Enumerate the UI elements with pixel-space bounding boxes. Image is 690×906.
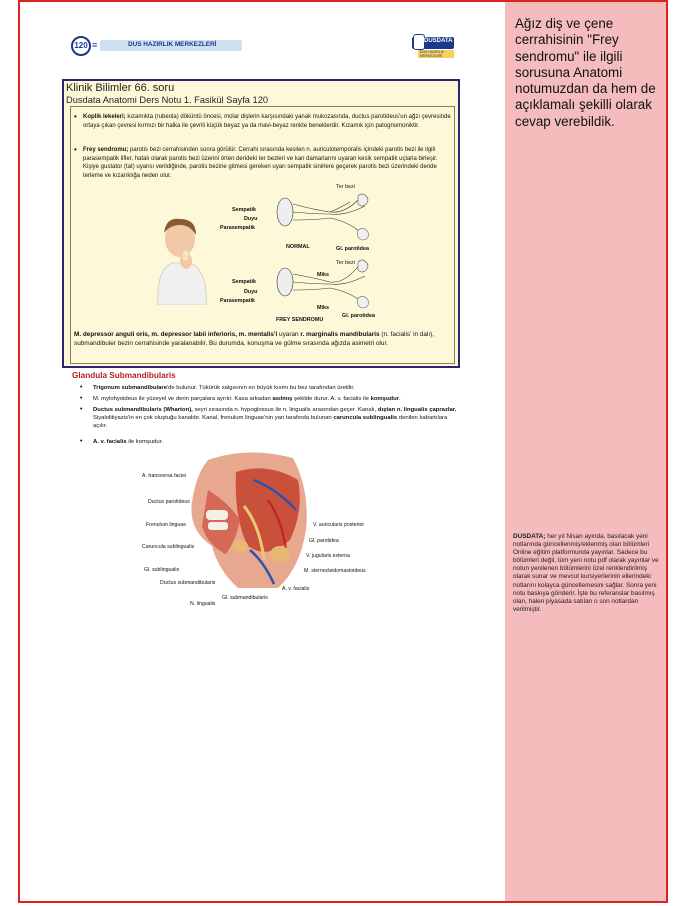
label-frenulum-linguae: Frenulum linguae <box>146 522 187 528</box>
label-gl-sublingualis: Gl. sublingualis <box>144 567 180 573</box>
dusdata-logo <box>412 34 454 56</box>
sidebar-info <box>513 533 663 614</box>
bullet-text: kızamıkta (rubeola) döküntü öncesi, molar dişlerin karşısındaki yanak mukozasında, ductus parotideus'un ağzı çevresinde ortaya çıkan çevresi kırmızı bir halka ile çevrili küçük beyaz ya da mavi-beyaz renkte beneklerdir. Kızamık için patognomoniktir. <box>83 114 451 129</box>
main-bullet <box>80 406 460 430</box>
label-a-v-facialis: A. v. facialis <box>282 586 310 592</box>
page-number-dash: ≡ <box>92 40 98 50</box>
logo-text: DUSDATA <box>424 38 453 44</box>
label-ter-bezi-2: Ter bezi <box>336 260 355 266</box>
logo-subtitle: DUS HAZIRLIK MERKEZLERİ <box>418 50 454 58</box>
label-parasempatik-1: Parasempatik <box>220 225 256 231</box>
mb-text: denilen kabartılara açılır. <box>93 415 448 430</box>
mb-bold: komşudur <box>370 396 400 402</box>
label-normal: NORMAL <box>286 244 310 250</box>
child-illustration <box>150 215 212 305</box>
mb-bold: A. v. facialis <box>93 439 127 445</box>
mb-bold: Trigonum submandibulare <box>93 385 167 391</box>
label-duyu-2: Duyu <box>244 289 258 295</box>
mb-bold: caruncula sublingualis <box>333 415 398 422</box>
mb-text: M. mylohyoideus ile yüzeyel ve derin parçalara ayrılır. Kasa arkadan <box>93 396 273 402</box>
frey-nerve-diagram <box>270 190 400 320</box>
sidebar-note: Ağız diş ve çene cerrahisinin "Frey sendromu" ile ilgili sorusuna Anatomi notumuzdan da hem de açıklamalı şekilli olarak cevap verebildik. <box>515 16 656 129</box>
bullet-dot: • <box>80 406 83 413</box>
sidebar-info-bold: DUSDATA; <box>513 533 546 540</box>
marginalis-paragraph <box>74 330 451 349</box>
page-number: 120 <box>71 36 91 56</box>
label-ductus-parotideus: Ductus parotideus <box>148 499 190 505</box>
mb-bold: asılmış <box>272 396 293 402</box>
bullet-bold: Frey sendromu; <box>83 147 129 153</box>
bullet-dot: • <box>74 145 77 154</box>
label-ductus-submandibularis: Ductus submandibularis <box>160 580 216 586</box>
label-gl-parotidea: Gl. parotidea <box>309 538 339 544</box>
label-sempatik-2: Sempatik <box>232 279 256 285</box>
section-title: Glandula Submandibularis <box>72 371 176 380</box>
header-title: DUS HAZIRLIK MERKEZLERİ <box>128 41 217 48</box>
label-parasempatik-2: Parasempatik <box>220 298 256 304</box>
label-duyu-1: Duyu <box>244 216 258 222</box>
question-title: Klinik Bilimler 66. soru <box>66 82 175 94</box>
label-n-lingualis: N. lingualis <box>190 601 216 607</box>
mb-bold: Ductus submandibularis (Wharton), <box>93 407 193 413</box>
mb-text: şekilde durur. A. v. facialis ile <box>292 396 371 402</box>
bullet-dot: • <box>74 112 77 121</box>
main-bullet <box>80 384 460 392</box>
main-bullet <box>80 438 460 446</box>
label-sempatik-1: Sempatik <box>232 207 256 213</box>
label-gl-parotidea-2: Gl. parotidea <box>342 313 375 319</box>
para-bold-2: r. marginalis mandibularis <box>300 331 380 338</box>
bullet-dot: • <box>80 395 83 402</box>
label-miks-2: Miks <box>317 305 329 311</box>
mb-text: seyri sırasında n. hypoglossus ile n. lingualis arasından geçer. Kanalı, <box>192 407 378 413</box>
question-subtitle: Dusdata Anatomi Ders Notu 1. Fasikül Sayfa 120 <box>66 95 269 105</box>
mb-text: Siyalolitiyazis'in en çok oluştuğu kanaldır. Kanal, frenulum linguae'nin yan tarafında bulunan <box>93 415 334 422</box>
label-ter-bezi-1: Ter bezi <box>336 184 355 190</box>
submandibular-anatomy-illustration <box>178 450 313 590</box>
mb-text: 'de bulunur. Tükürük salgısının en büyük kısmı bu bez tarafından üretilir. <box>166 385 355 391</box>
label-gl-parotidea-1: Gl. parotidea <box>336 246 369 252</box>
bullet-koplik <box>74 113 451 130</box>
label-frey-sendromu: FREY SENDROMU <box>276 317 324 323</box>
label-m-sternocleidomastoideus: M. sternocleidomastoideus <box>304 568 366 574</box>
mb-text: ile komşudur. <box>126 439 163 445</box>
para-text-2: (n. facialis' in dalı), submandibuler bezin cerrahisinde yaralanabilir. Bu durumda, konuşma ve gülme sırasında ağızda asimetri olur. <box>74 331 435 348</box>
bullet-bold: Koplik lekeleri; <box>83 114 126 120</box>
bullet-frey <box>74 146 451 180</box>
label-gl-submandibularis: Gl. submandibularis <box>222 595 268 601</box>
para-text-1: uyaran <box>277 331 301 338</box>
bullet-dot: • <box>80 438 83 445</box>
mb-text: . <box>399 396 401 402</box>
main-bullet <box>80 395 460 403</box>
mb-bold: dıştan n. lingualis çaprazlar. <box>377 407 457 413</box>
para-bold-1: M. depressor anguli oris, m. depressor labii inferioris, m. mentalis'i <box>74 331 278 338</box>
sidebar-info-text: her yıl Nisan ayında, basılacak yeni notlarında güncellenmiş/eklenmiş olan bölümleri Online eğitim platformunda yayınlar. Sadece bu bölümleri değil, tüm yeni notu pdf olarak yayınlar ve notun yenilenen bölümlerini özel renklendirilmiş olarak sunar ve mevcut kursiyerlerinin ellerindeki notlarını kolayca güncellemesini sağlar. Sonra yeni notu baskıya gönderir. İşte bu referanslar basılmış olan, halen piyasada satılan o son notlardan verilmiştir. <box>513 533 659 613</box>
label-a-transversa-faciei: A. transversa faciei <box>142 473 187 479</box>
label-v-jugularis-externa: V. jugularis externa <box>306 553 350 559</box>
bullet-text: parotis bezi cerrahisinden sonra görülür. Cerrahi sırasında kesilen n. auriculotemporalis içindeki parotis bezi ile ilgili parasempatik lifler, hatalı olarak parotis bezi üzerini örten derideki ter bezleri ve kan damarlarını uyaran kesik sempatik uçlarla birleşir. Kişiye gustator (tat) uyansı verildiğinde, parotis bezine gitmesi gereken uyarı sempatik sinirlere geçerek parotis bezi üzerindeki deride terleme ve kızarıklığa neden olur. <box>83 147 438 179</box>
bullet-dot: • <box>80 384 83 391</box>
label-miks-1: Miks <box>317 272 329 278</box>
label-caruncula-sublingualis: Caruncula sublingualis <box>142 544 195 550</box>
label-v-auricularis-posterior: V. auricularis posterior <box>313 522 365 528</box>
